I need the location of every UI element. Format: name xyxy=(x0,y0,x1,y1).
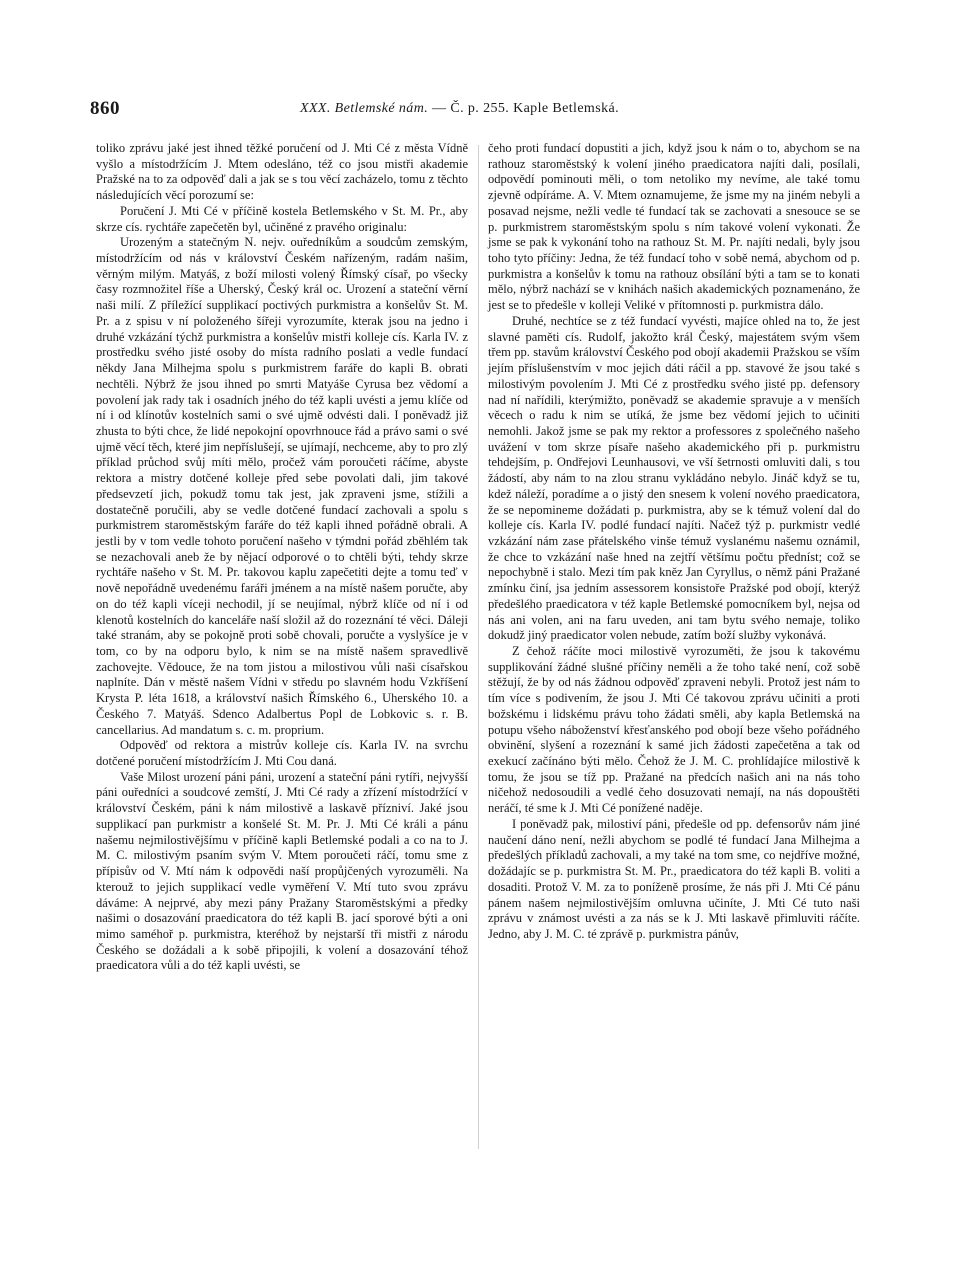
text-column-left xyxy=(96,141,468,974)
text-column-right xyxy=(488,141,860,943)
running-head-title: XXX. Betlemské nám. xyxy=(300,101,429,116)
paragraph: I poněvadž pak, milostiví páni, předešle od pp. defensorův nám jiné naučení dáno není, nežli abychom se podlé té fundací Jana Milhejma a předešlých příkladů zachovali, a my také na tom sme, co nejdříve možné, dožádajíc se p. purkmistra St. M. Pr., praedicatora do též kapli B. voliti a dosaditi. Protož V. M. za to poníženě prosíme, že nás při J. Mti Cé pánu pánem našem nejmilostivějším omluvna učiníte, J. Mti Cé tuto naši zprávu v známost uvésti a za nás se k J. Mti laskavě přimluviti ráčíte. Jedno, aby J. M. C. té zprávě p. purkmistra pánův, xyxy=(488,816,860,941)
running-head xyxy=(300,101,619,117)
paragraph: Druhé, nechtíce se z též fundací vyvésti, majíce ohled na to, že jest slavné paměti cís. Rudolf, jakožto král Český, majestátem svým všem třem pp. stavům království Českého pod obojí akademii Pražskou se vším jejím příslušenstvím v moc jejich dáti ráčil a pp. stavové že jsou také s milostivým povolením J. Mti Cé z prostředku svého jisté pp. defensory nad ní nařídili, kterýmižto, poněvadž se akademie spravuje a v menších věcech o radu k nim se utíká, že jsme bez vědomí jejich to učiniti nemohli. Jakož jsme se pak my rektor a professores z společného našeho uvážení v tom skrze písaře našeho akademického při p. purkmistru tehdejším, p. Ondřejovi Leunhausovi, ve vší šetrnosti omluviti dali, s tou žádostí, aby nám to na zlou stranu vykládáno nebylo. Jináč když se tu, kdež náleží, poradíme a o jistý den snesem k volení nového praedicatora, že se nepomineme dožádati p. purkmistra, aby se k témuž volení dal do kolleje cís. Karla IV. podlé fundací najíti. Načež týž p. purkmistr vedlé vzkázání nám zase přátelského vinše témuž vyslanému našemu oznámil, že chce to vzkázání naše hned na zejtří většímu počtu předníst; což se nepochybně i stalo. Mezi tím pak kněz Jan Cyryllus, o němž páni Pražané zmínku činí, jsa jedním assessorem konsistoře Pražské pod obojí, kterýž předešlého praedicatora v též kaple Betlemské pomocníkem byl, nejsa od nás ani volen, ani na faru uveden, ani tam bytu svého nemaje, toliko dokudž jiný praedicator volen nebude, zatím boží služby vykonává. xyxy=(488,313,860,643)
paragraph: Odpověď od rektora a mistrův kolleje cís. Karla IV. na svrchu dotčené poručení místodržícím J. Mti Cou daná. xyxy=(96,738,468,769)
paragraph: Poručení J. Mti Cé v příčině kostela Betlemského v St. M. Pr., aby skrze cís. rychtáře zapečetěn byl, učiněné z pravého originalu: xyxy=(96,203,468,234)
paragraph: Vaše Milost urození páni páni, urození a stateční páni rytíři, nejvyšší páni ouředníci a soudcové zemští, J. Mti Cé rady a zřízení místodržící v království Českém, páni k nám milostivě a laskavě přízniví. Jaké jsou supplikací pan purkmistr a konšelé St. M. Pr. J. Mti Cé králi a pánu našemu nejmilostivějšímu v příčině kapli Betlemské podali a co na to J. M. C. milostivým psaním svým V. Mtem poroučeti ráčí, tomu sme z přípisův od V. Mtí nám k odpovědi naší propůjčených vyrozuměli. Na kterouž to jejich supplikací vedle vyměření V. Mtí tuto svou zprávu dáváme: A nejprvé, aby mezi pány Pražany Staroměstskými a předky našimi o dosazování praedicatora do též kapli B. jací sporové býti a oni mimo saméhoř p. purkmistra, kteréhož by nejstarší tři mistři z národu Českého se dožádali a k sobě připojili, k volení a dosazování téhož praedicatora vůli a do též kapli uvésti, se xyxy=(96,769,468,973)
page-number: 860 xyxy=(90,98,120,119)
paragraph: čeho proti fundací dopustiti a jich, když jsou k nám o to, abychom se na rathouz staroměstský k volení jiného praedicatora najíti dali, posílali, odpovědí pominouti měli, o tom netoliko my nevíme, ale také tomu zjevně odpíráme. A. V. Mtem oznamujeme, že jsme my na jiném nebyli a posavad nejsme, nežli vedle té fundací tak se zachovati a snesouce se se p. purkmistrem staroměstským spolu s ním takové volení vykonati. Že jsme se pak k vykonání toho na rathouz St. M. Pr. najíti nedali, byly jsou toho tyto příčiny: Jedna, že též fundací toho v sobě nemá, abychom od p. purkmistra a konšelův k tomu na rathouz obsílání býti a tam se to konati mělo, nýbrž nachází se v knihách našich akademických poznamenáno, že jest se to předešle v kolleji Veliké v přítomnosti p. purkmistra dálo. xyxy=(488,141,860,313)
paragraph: Z čehož ráčíte moci milostivě vyrozuměti, že jsou k takovému supplikování žádné slušné příčiny neměli a že toho také není, což sobě stěžují, že by od nás žádnou odpověď zpraveni nebyli. Protož jest nám to tím více s podivením, že jsou J. Mti Cé takovou zprávu učiniti a proti božskému i lidskému právu toho žádati směli, aby kapla Betlemská na potupu všeho náboženství křesťanského pod obojí beze všeho pořádného obvinění, slyšení a rozeznání k samé jich žádosti zapečetěna a tak od exekucí začínáno býti mělo. Čehož že J. M. C. prohlídajíce milostivě k tomu, že jsou se tíž pp. Pražané na předcích našich ani na nás toho ničehož nedosoudili a vedlé čeho dosuzovati nemají, na nás dopouštěti neráčí, té sme k J. Mti Cé ponížené naděje. xyxy=(488,644,860,816)
paragraph: Urozeným a statečným N. nejv. ouředníkům a soudcům zemským, místodržícím od nás v království Českém nařízeným, radám našim, věrným milým. Matyáš, z boží milosti volený Římský císař, po všecky časy rozmnožitel říše a Uherský, Český král oc. Urození a stateční věrní naši milí. Z příležící supplikací poctivých purkmistra a konšelův St. M. Pr. a z spisu v ní položeného šířeji vyrozumíte, kterak jsou na jedno i druhé vzkázání týchž purkmistra a konšelův mistři kolleje cís. Karla IV. z prostředku svého jisté osoby do místa radního poslati a vedle fundací někdy Jana Milhejma spolu s purkmistrem faráře do kapli B. obrati nechtěli. Nýbrž že jsou ihned po smrti Matyáše Cyrusa bez vědomí a povolení jak rady tak i osadních jného do též kapli uvésti a jemu klíče od ní i od klínotův kostelních sami o své ujmě odvésti dali. I poněvadž již zhusta to býti chce, že lidé nepokojní opovrhnouce řád a právo sami o své ujmě věcí těch, které jim nepříslušejí, se ujímají, nechceme, aby to pro zlý příklad průchod svůj míti mělo, pročež vám poroučeti ráčíme, abyste rektora a mistry dotčené kolleje před sebe povolati dali, jim takové předsevzetí jich, pokudž tomu tak jest, jak zpraveni jsme, stížili a dostatečně poručili, aby se vedle dotčené fundací zachovali a spolu s purkmistrem staroměstským faráře do též kapli ihned pořádně obrali. A jestli by v tom vedle tohoto poručení našeho v týmdni pořád zběhlém tak se nezachovali aneb že by nějací odporové o to chtěli býti, tehdy skrze rychtáře našeho v St. M. Pr. takovou kaplu zapečetiti dejte a tomu teď v nově nepořádně uvedenému faráři jménem a na místě našem poručte, aby on do též kapli víceji nechodil, jí se neujímal, nýbrž klíče od ní i od klenotů kostelních do kanceláře naší složil až do rozeznání té věci. Dáleji také stranám, aby se pokojně proti sobě chovali, poručte a vyslyšíce je v tom, co by na odporu bylo, k nim se na místě našem spravedlivě zachovejte. Vědouce, že na tom jistou a milostivou vůli naši císařskou naplníte. Dán v městě našem Vídni v středu po slavném hodu Vzkříšení Krysta P. léta 1618, a království našich Římského 6., Uherského 10. a Českého 7. Matyáš. Sdenco Adalbertus Popl de Lobkovic s. r. B. cancellarius. Ad mandatum s. c. m. proprium. xyxy=(96,235,468,737)
paragraph: toliko zprávu jaké jest ihned těžké poručení od J. Mti Cé z města Vídně vyšlo a místodržícím J. Mtem odesláno, též co jsou mistři akademie Pražské na to za odpověď dali a jak se s tou věcí zacházelo, tomu z těchto následujících věcí porozumí se: xyxy=(96,141,468,203)
column-divider xyxy=(478,145,479,1149)
running-head-subtitle: — Č. p. 255. Kaple Betlemská. xyxy=(428,101,619,116)
